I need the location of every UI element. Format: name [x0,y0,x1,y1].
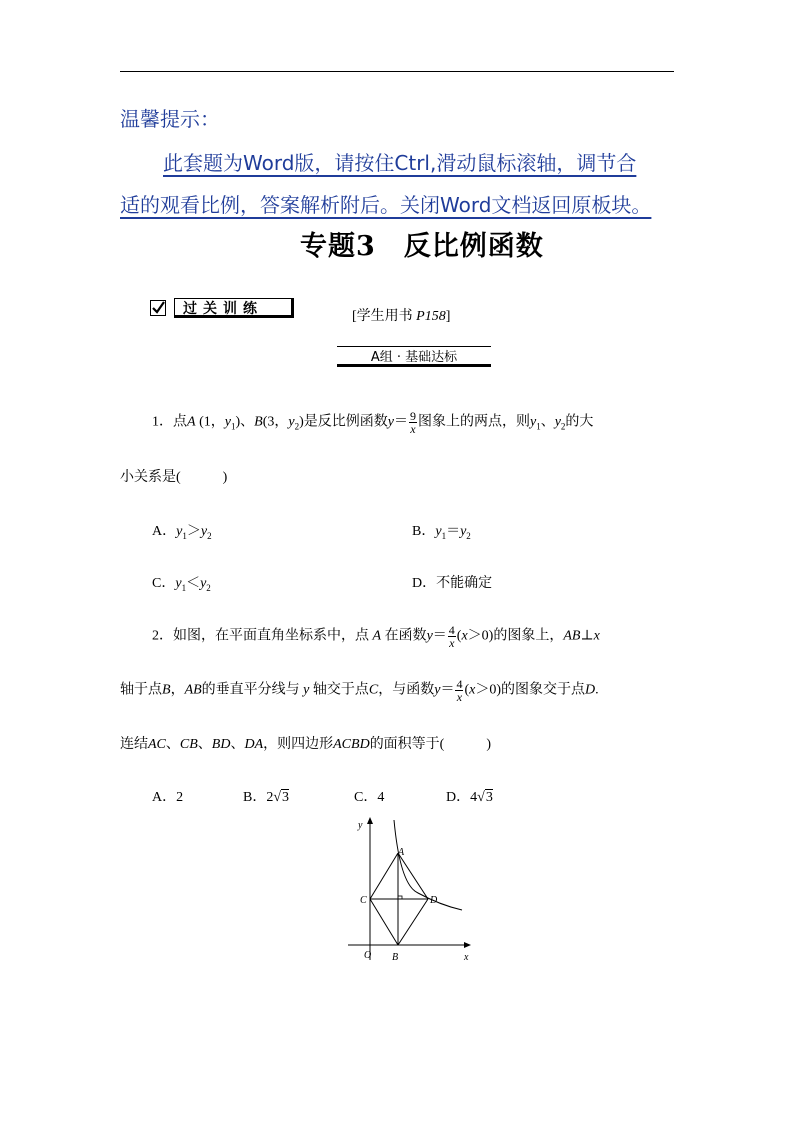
label-C: C [360,895,367,906]
q2-option-c: C．4 [354,790,385,805]
q1-line-1: 1．点A (1，$y_1$)、B(3，$y_2$)是反比例函数y＝ $\frac{9}{x}$ 图象上的两点，则$y_1$、$y_2$的大 [152,409,594,436]
page-title: 专题3 反比例函数 [300,231,544,262]
q2-line-1: 2．如图，在平面直角坐标系中，点 A 在函数y＝ $\frac{4}{x}$ (x＞0)的图象上，AB⊥x [152,623,600,650]
section-label: 过关训练 [174,298,294,318]
label-B: B [392,952,399,963]
segment-BD [398,899,428,945]
header-rule [120,71,674,72]
checkbox-icon [150,300,166,316]
coordinate-figure [340,815,480,965]
q1-fraction: $\frac{9}{x}$ [409,409,416,436]
group-label: A组 · 基础达标 [337,346,491,367]
y-axis-arrow [367,817,373,824]
label-O: O [364,950,372,961]
q1-option-c: C．$y_1<y_2$ [152,576,211,593]
segment-AC [370,853,398,899]
tip-heading: 温馨提示： [120,107,220,131]
q2-fraction-2: $\frac{4}{x}$ [456,677,463,704]
q2-fraction-1: $\frac{4}{x}$ [448,623,455,650]
q2-line-2: 轴于点B，AB的垂直平分线与 y 轴交于点C，与函数y＝ $\frac{4}{x}$ (x＞0)的图象交于点D. [120,677,599,704]
label-A: A [398,847,405,858]
q1-option-a: A．$y_1>y_2$ [152,524,212,541]
hyperbola-curve [394,820,462,910]
x-axis-arrow [464,942,471,948]
q2-option-d: D．4√3 [446,790,493,805]
q1-option-d: D．不能确定 [412,576,493,591]
segment-CB [370,899,398,945]
q2-option-a: A．2 [152,790,184,805]
label-y: y [358,820,363,831]
tip-line-1: 此套题为Word版，请按住Ctrl,滑动鼠标滚轴，调节合 [163,151,637,175]
q1-option-b: B．$y_1=y_2$ [412,524,471,541]
book-reference: [学生用书 P158] [352,309,451,324]
label-x: x [464,952,469,963]
q2-line-3: 连结AC、CB、BD、DA，则四边形ACBD的面积等于( ) [120,737,492,752]
q2-option-b: B．2√3 [243,790,290,805]
label-D: D [430,895,438,906]
q1-line-2: 小关系是( ) [120,470,228,485]
tip-line-2: 适的观看比例，答案解析附后。关闭Word文档返回原板块。 [120,193,652,217]
segment-DA [398,853,428,899]
